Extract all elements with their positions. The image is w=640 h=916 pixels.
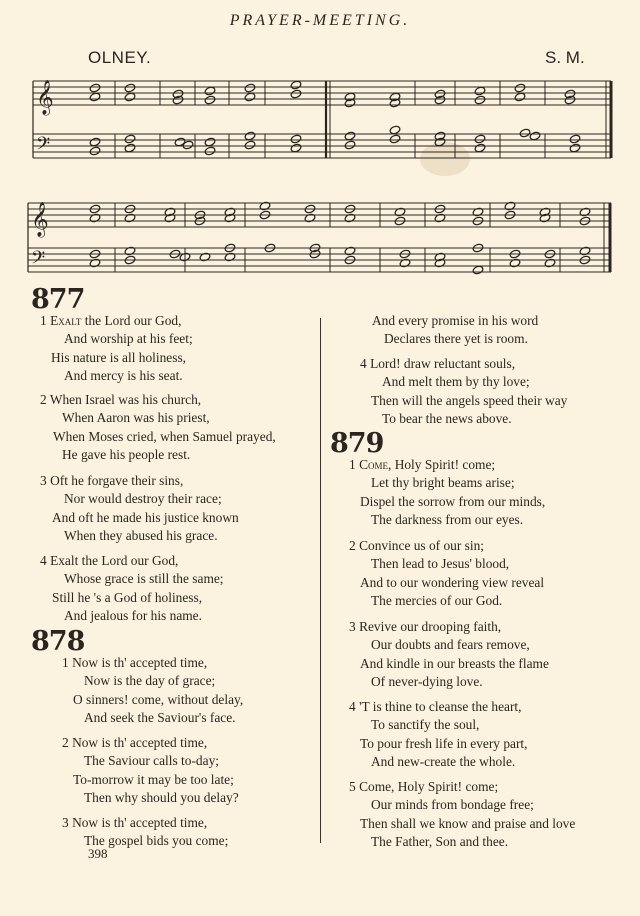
hymn-877-stanza-4 — [40, 552, 224, 625]
note-head — [519, 128, 531, 138]
stanza-line: And jealous for his name. — [64, 607, 202, 623]
treble-clef: 𝄞 — [36, 80, 54, 115]
page-number: 398 — [88, 846, 108, 861]
stanza-line: Exalt the Lord our God, — [50, 553, 179, 568]
hymn-877-stanza-1 — [40, 312, 193, 385]
note-head — [182, 140, 194, 150]
stanza-line: Let thy bright beams arise; — [371, 475, 515, 491]
stanza-line: His nature is all holiness, — [51, 349, 187, 365]
stanza-number: 5 — [349, 779, 356, 794]
hymn-878-stanza-3 — [62, 814, 228, 851]
stanza-line: When Moses cried, when Samuel prayed, — [53, 428, 276, 444]
hymn-879-stanza-2 — [349, 537, 544, 610]
stanza-line: When Israel was his church, — [49, 392, 202, 407]
stanza-number: 3 — [349, 619, 356, 634]
note-head — [244, 131, 256, 141]
hymn-878-stanza-4 — [360, 355, 567, 428]
stanza-number: 1 — [349, 457, 356, 472]
stanza-line: Declares there yet is room. — [384, 331, 528, 347]
note-head — [244, 83, 256, 93]
stanza-line: Dispel the sorrow from our minds, — [360, 493, 546, 509]
stanza-line: Now is the day of grace; — [84, 673, 216, 689]
stanza-line: Our doubts and fears remove, — [371, 637, 530, 653]
stanza-line: Still he 's a God of holiness, — [52, 589, 203, 605]
note-head — [474, 134, 486, 144]
hymn-number-878: 878 — [31, 626, 85, 657]
stanza-line: And every promise in his word — [372, 313, 539, 328]
note-head — [472, 265, 484, 275]
note-head — [290, 89, 302, 99]
note-head — [344, 140, 356, 150]
stanza-line: And oft he made his justice known — [52, 509, 239, 525]
note-head — [344, 131, 356, 141]
stanza-line: Of never-dying love. — [371, 673, 483, 689]
stanza-line: The mercies of our God. — [371, 592, 503, 608]
stanza-line: And mercy is his seat. — [64, 367, 183, 383]
note-head — [529, 131, 541, 141]
stanza-line: the Lord our God, — [81, 313, 182, 328]
note-head — [244, 92, 256, 102]
hymn-879-stanza-3 — [349, 618, 549, 691]
stanza-line: 'T is thine to cleanse the heart, — [359, 699, 522, 714]
stanza-line: To bear the news above. — [382, 410, 512, 426]
stanza-number: 3 — [62, 815, 69, 830]
note-head — [204, 146, 216, 156]
hymn-878-stanza-2 — [62, 734, 239, 807]
stanza-line: Whose grace is still the same; — [64, 571, 224, 587]
stanza-line: And kindle in our breasts the flame — [360, 655, 549, 671]
stanza-line: O sinners! come, without delay, — [73, 691, 244, 707]
treble-clef: 𝄞 — [31, 202, 49, 237]
stanza-line: When they abused his grace. — [64, 527, 218, 543]
stanza-number: 4 — [360, 356, 367, 371]
note-head — [290, 134, 302, 144]
stanza-number: 2 — [62, 735, 69, 750]
stanza-line: Lord! draw reluctant souls, — [370, 356, 516, 371]
note-head — [569, 134, 581, 144]
note-head — [389, 134, 401, 144]
hymn-877-stanza-3 — [40, 472, 239, 545]
hymn-number-879: 879 — [330, 428, 384, 459]
stanza-line: Then will the angels speed their way — [371, 392, 568, 408]
stanza-line: Revive our drooping faith, — [359, 619, 502, 634]
music-score — [0, 0, 640, 290]
note-head — [89, 137, 101, 147]
note-head — [290, 143, 302, 153]
stanza-line: And melt them by thy love; — [382, 374, 530, 390]
stanza-line: The Father, Son and thee. — [371, 833, 509, 849]
stanza-line: Oft he forgave their sins, — [50, 473, 184, 488]
tune-name: OLNEY. — [88, 48, 152, 67]
bass-clef: 𝄢 — [31, 248, 46, 273]
stanza-line: Come, Holy Spirit! come; — [359, 779, 499, 794]
stanza-line: Our minds from bondage free; — [371, 797, 534, 813]
note-head — [514, 92, 526, 102]
stanza-line: To pour fresh life in every part, — [360, 735, 528, 751]
hymn-879-stanza-4 — [349, 698, 528, 771]
stanza-lead-word: Exalt — [50, 313, 82, 328]
note-head — [204, 95, 216, 105]
bass-clef: 𝄢 — [36, 134, 51, 159]
stanza-line: When Aaron was his priest, — [62, 410, 210, 426]
column-divider — [320, 318, 321, 843]
tune-meter: S. M. — [545, 48, 585, 67]
hymn-878-stanza-1 — [62, 654, 243, 727]
stanza-line: Then why should you delay? — [84, 789, 239, 805]
stanza-number: 4 — [349, 699, 356, 714]
stanza-line: He gave his people rest. — [62, 446, 191, 462]
stanza-line: The darkness from our eyes. — [371, 511, 524, 527]
stanza-lead-word: Come, — [359, 457, 392, 472]
stanza-number: 3 — [40, 473, 47, 488]
note-head — [569, 143, 581, 153]
stanza-number: 1 — [40, 313, 47, 328]
stanza-line: Nor would destroy their race; — [64, 491, 222, 507]
note-head — [89, 83, 101, 93]
note-head — [124, 92, 136, 102]
hymn-878-stanza-3-cont — [360, 312, 538, 349]
stanza-number: 1 — [62, 655, 69, 670]
stanza-line: And worship at his feet; — [64, 331, 193, 347]
stanza-line: Then shall we know and praise and love — [360, 815, 576, 831]
stanza-line: Convince us of our sin; — [359, 538, 485, 553]
note-head — [389, 125, 401, 135]
stanza-line: Now is th' accepted time, — [72, 655, 208, 670]
stanza-line: Now is th' accepted time, — [72, 815, 208, 830]
note-head — [204, 86, 216, 96]
stanza-line: And new-create the whole. — [371, 753, 516, 769]
stanza-line: Holy Spirit! come; — [391, 457, 496, 472]
stanza-line: The Saviour calls to-day; — [84, 753, 219, 769]
stanza-line: To-morrow it may be too late; — [73, 771, 234, 787]
stanza-number: 2 — [40, 392, 47, 407]
note-head — [514, 83, 526, 93]
note-head — [204, 137, 216, 147]
note-head — [124, 143, 136, 153]
note-head — [474, 86, 486, 96]
note-head — [174, 137, 186, 147]
stanza-number: 4 — [40, 553, 47, 568]
note-head — [474, 95, 486, 105]
note-head — [89, 92, 101, 102]
page-header: PRAYER-MEETING. — [229, 12, 411, 29]
hymn-879-stanza-5 — [349, 778, 575, 851]
stanza-number: 2 — [349, 538, 356, 553]
hymn-879-stanza-1 — [349, 456, 545, 529]
stanza-line: The gospel bids you come; — [84, 833, 229, 849]
note-head — [474, 143, 486, 153]
note-head — [89, 146, 101, 156]
note-head — [124, 83, 136, 93]
hymn-877-stanza-2 — [40, 391, 276, 464]
stanza-line: Then lead to Jesus' blood, — [371, 556, 510, 572]
note-head — [124, 134, 136, 144]
stanza-line: To sanctify the soul, — [371, 717, 480, 733]
note-head — [244, 140, 256, 150]
note-head — [290, 80, 302, 90]
stanza-line: And seek the Saviour's face. — [84, 709, 236, 725]
hymn-number-877: 877 — [31, 284, 85, 315]
stanza-line: Now is th' accepted time, — [72, 735, 208, 750]
stanza-line: And to our wondering view reveal — [360, 574, 545, 590]
